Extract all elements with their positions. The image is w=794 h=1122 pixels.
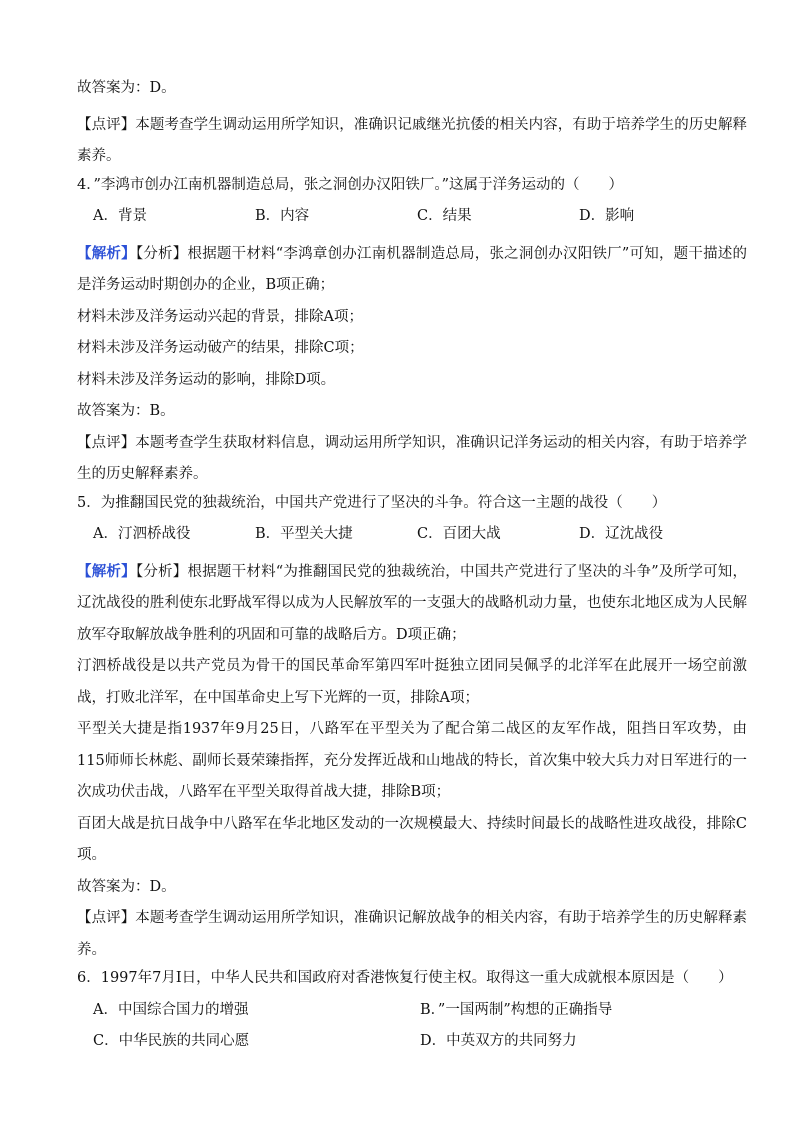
q4-analysis [77,238,747,302]
comment-tag: 【点评】 [77,910,136,926]
q6-stem: 6．1997年7月I日，中华人民共和国政府对香港恢复行使主权。取得这一重大成就根本原因是（ ） [77,970,733,986]
q4-exclude-c: 材料未涉及洋务运动破产的结果，排除C项； [77,340,364,356]
q4-options [77,206,747,226]
q5-exclude-c: 百团大战是抗日战争中八路军在华北地区发动的一次规模最大、持续时间最长的战略性进攻战役，排除C项。 [77,815,747,863]
q6-options-row2 [77,1031,747,1051]
analysis-text: 根据题干材料“为推翻国民党的独裁统治，中国共产党进行了坚决的斗争”及所学可知，辽沈战役的胜利使东北野战军得以成为人民解放军的一支强大的战略机动力量，也使东北地区成为人民解放军夺取解放战争胜利的巩固和可靠的战略后方。D项正确； [77,563,748,643]
comment-text: 本题考查学生调动运用所学知识，准确识记解放战争的相关内容，有助于培养学生的历史解释素养。 [77,910,748,958]
q4-answer: 故答案为：B。 [77,403,175,419]
q5-analysis [77,556,747,652]
option-a: A．中国综合国力的增强 [93,1001,249,1018]
option-d: D．中英双方的共同努力 [420,1033,577,1049]
option-b: B．”一国两制”构想的正确指导 [420,1001,613,1018]
option-b: B．平型关大捷 [255,526,353,542]
option-d: D．影响 [579,208,635,224]
analysis-tag: 【分析】 [135,245,188,262]
option-d: D．辽沈战役 [579,526,664,542]
q5-answer: 故答案为：D。 [77,878,176,895]
comment-text: 本题考查学生调动运用所学知识，准确识记戚继光抗倭的相关内容，有助于培养学生的历史解释素养。 [77,116,748,164]
comment-tag: 【点评】 [77,434,136,451]
option-b: B．内容 [255,208,310,224]
q3-answer: 故答案为：D。 [77,80,176,96]
option-a: A．背景 [93,208,147,224]
q5-exclude-b: 平型关大捷是指1937年9月25日，八路军在平型关为了配合第二战区的友军作战，阻挡日军攻势，由115师师长林彪、副师长聂荣臻指挥，充分发挥近战和山地战的特长，首次集中较大兵力对日军进行的一次成功伏击战，八路军在平型关取得首战大捷，排除B项； [77,721,747,800]
document-page [77,78,747,1063]
q5-options [77,524,747,544]
comment-text: 本题考查学生获取材料信息，调动运用所学知识，准确识记洋务运动的相关内容，有助于培养学生的历史解释素养。 [77,434,748,482]
q4-stem: 4．”李鸿市创办江南机器制造总局，张之洞创办汉阳铁厂。”这属于洋务运动的（ ） [77,176,624,193]
q4-exclude-d: 材料未涉及洋务运动的影响，排除D项。 [77,371,336,388]
comment-tag: 【点评】 [77,116,136,133]
option-c: C．百团大战 [417,526,501,542]
analysis-tag: 【分析】 [135,563,188,580]
jiexi-tag: 【解析】 [77,244,136,262]
q5-exclude-a: 汀泗桥战役是以共产党员为骨干的国民革命军第四军叶挺独立团同吴佩孚的北洋军在此展开一场空前激战，打败北洋军，在中国革命史上写下光辉的一页，排除A项； [77,658,747,706]
q4-comment [77,428,747,491]
option-c: C．中华民族的共同心愿 [93,1033,250,1049]
q6-options-row1 [77,1000,747,1020]
q5-stem: 5．为推翻国民党的独裁统治，中国共产党进行了坚决的斗争。符合这一主题的战役（ ） [77,494,667,511]
q4-exclude-a: 材料未涉及洋务运动兴起的背景，排除A项； [77,308,363,325]
analysis-text: 根据题干材料“李鸿章创办江南机器制造总局，张之洞创办汉阳铁厂”可知，题干描述的是洋务运动时期创办的企业，B项正确； [77,245,748,293]
option-a: A．汀泗桥战役 [93,526,191,542]
q3-comment [77,110,747,173]
q5-comment [77,903,747,966]
jiexi-tag: 【解析】 [77,562,136,580]
option-c: C．结果 [417,208,472,224]
